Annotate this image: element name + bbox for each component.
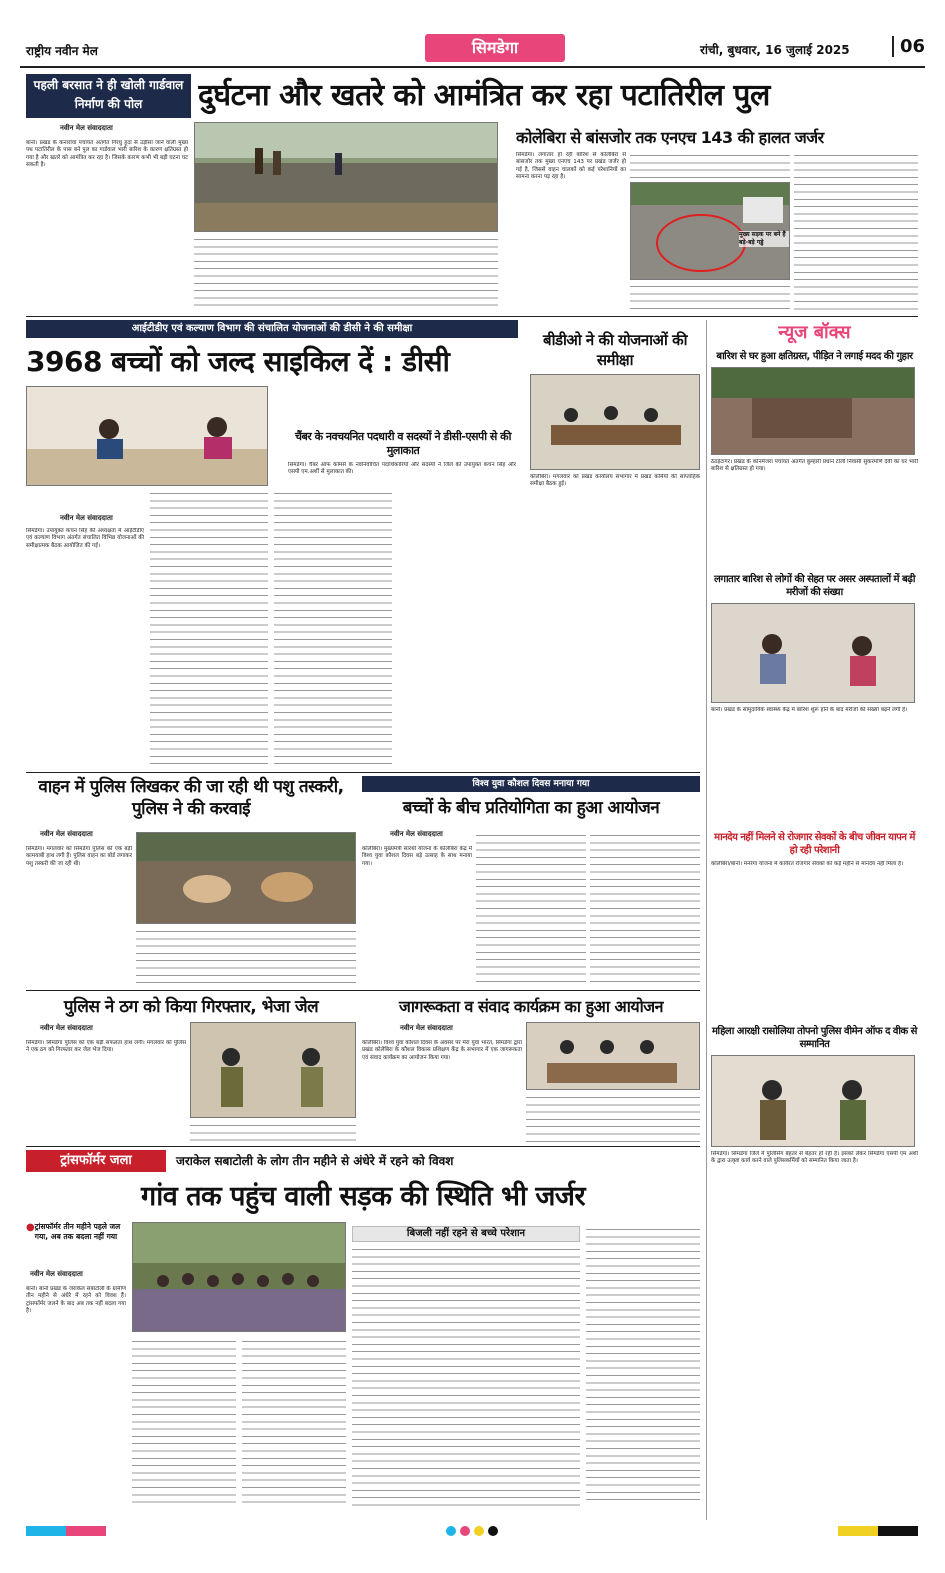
- story6-body-cols: [136, 928, 356, 988]
- news-item4-head: महिला आरक्षी रासोलिया तोपनो पुलिस वीमेन ऑफ द वीक से सम्मानित: [712, 1026, 917, 1050]
- story10-body: बानो। बानो प्रखंड के जराकेल सबाटोली के ग्रामीण तीन महीने से अंधेरे में रहने को विवश हैं। ट्रांसफॉर्मर जलने के बाद अब तक नहीं बदला गया है।: [26, 1286, 126, 1314]
- news-box-title: न्यूज बॉक्स: [778, 322, 851, 343]
- story10-box: बिजली नहीं रहने से बच्चे परेशान: [352, 1226, 580, 1242]
- story3-headline: 3968 बच्चों को जल्द साइकिल दें : डीसी: [26, 345, 450, 378]
- story3-byline: नवीन मेल संवाददाता: [60, 514, 113, 522]
- story10-body-col2: [132, 1338, 236, 1506]
- rule-3: [26, 772, 700, 773]
- story8-photo: [190, 1022, 356, 1118]
- story10-tag: ट्रांसफॉर्मर जला: [26, 1150, 166, 1172]
- story10-headline: गांव तक पहुंच वाली सड़क की स्थिति भी जर्जर: [141, 1181, 585, 1212]
- section-badge: सिमडेगा: [425, 34, 565, 62]
- story2-body-col4: [794, 152, 918, 310]
- news-item4-photo: [711, 1055, 915, 1147]
- bridge-photo-icon: [195, 123, 498, 232]
- story10-strap: जराकेल सबाटोली के लोग तीन महीने से अंधेरे में रहने को विवश: [176, 1154, 454, 1168]
- news-box: [706, 320, 918, 1520]
- story10-byline: नवीन मेल संवाददाता: [30, 1270, 83, 1278]
- story5-headline: बीडीओ ने की योजनाओं की समीक्षा: [543, 331, 687, 369]
- news-item3-body: कोलेबिरा/बानो। मनरेगा योजना में कार्यरत रोजगार सेवकों को कई महीने से मानदेय नहीं मिला है।: [711, 861, 904, 867]
- story10-kicker: ● ट्रांसफॉर्मर तीन महीने पहले जल गया, अब तक बदला नहीं गया: [26, 1222, 121, 1241]
- rule-4: [26, 990, 700, 991]
- story3-photo: [26, 386, 268, 486]
- story2-body-col3: [630, 283, 790, 311]
- news-item3-head: मानदेय नहीं मिलने से रोजगार सेवकों के बीच जीवन यापन में हो रही परेशानी: [714, 832, 915, 856]
- story1-kicker: पहली बरसात ने ही खोली गार्डवाल निर्माण की पोल: [26, 74, 191, 118]
- brand-logo: राष्ट्रीय नवीन मेल: [26, 44, 98, 58]
- cattle-photo-icon: [137, 833, 356, 924]
- story2-photo: [630, 182, 790, 280]
- footer-register-marks: [26, 1524, 918, 1538]
- damaged-house-icon: [712, 368, 915, 455]
- news-item2-head: लगातार बारिश से लोगों की सेहत पर असर अस्पतालों में बढ़ी मरीजों की संख्या: [714, 574, 915, 598]
- police-arrest-icon: [191, 1023, 356, 1118]
- story5-photo: [530, 374, 700, 470]
- dateline: रांची, बुधवार, 16 जुलाई 2025: [700, 43, 850, 57]
- story1-photo: [194, 122, 498, 232]
- story9-headline: जागरूकता व संवाद कार्यक्रम का हुआ आयोजन: [398, 997, 664, 1016]
- story6-byline: नवीन मेल संवाददाता: [40, 830, 93, 838]
- story8-body: सिमडेगा। सिमडेगा पुलिस को एक बड़ी सफलता हाथ लगी। मंगलवार को पुलिस ने एक ठग को गिरफ्तार कर जेल भेज दिया।: [26, 1040, 186, 1054]
- story6-headline: वाहन में पुलिस लिखकर की जा रही थी पशु तस्करी, पुलिस ने की करवाई: [38, 777, 344, 819]
- news-item2-photo: [711, 603, 915, 703]
- story3-kicker: आईटीडीए एवं कल्याण विभाग की संचालित योजनाओं की डीसी ने की समीक्षा: [26, 320, 518, 338]
- story3-body: सिमडेगा। उपायुक्त कंचन सिंह की अध्यक्षता में आईटीडीए एवं कल्याण विभाग अंतर्गत संचालित विभिन्न योजनाओं की समीक्षात्मक बैठक आयोजित की गई।: [26, 528, 144, 549]
- rule-5: [26, 1146, 700, 1147]
- villagers-photo-icon: [133, 1223, 346, 1332]
- story8-body-cols: [190, 1122, 356, 1142]
- story1-body-cols: [194, 236, 498, 312]
- bdo-meeting-photo-icon: [531, 375, 700, 470]
- story7-byline: नवीन मेल संवाददाता: [390, 830, 443, 838]
- police-award-icon: [712, 1056, 915, 1147]
- news-item2-body: बानो। प्रखंड के सामुदायिक स्वास्थ्य केंद्र में बारिश शुरू होने के बाद मरीजों की संख्या बढ़ने लगी है।: [711, 707, 908, 713]
- bolt-icon: ●: [26, 1222, 35, 1233]
- header-rule: [20, 66, 925, 68]
- story7-body-col2: [476, 832, 586, 988]
- story10-box-body: [352, 1246, 580, 1506]
- story9-body-cols: [526, 1094, 700, 1142]
- story5-body: कोलेबिरा। मंगलवार को प्रखंड कार्यालय सभागार में प्रखंड कर्मियों की साप्ताहिक समीक्षा बैठक हुई।: [530, 474, 700, 488]
- story6-photo: [136, 832, 356, 924]
- story7-body-col3: [590, 832, 700, 988]
- story2-headline: कोलेबिरा से बांसजोर तक एनएच 143 की हालत जर्जर: [516, 128, 824, 147]
- story7-body: कोलेबिरा। मुख्यमंत्री सारथी योजना के कोलेबिरा केंद्र में विश्व युवा कौशल दिवस बड़े उत्साह के साथ मनाया गया।: [362, 846, 472, 867]
- news-item1-body: ठेठईटांगर। प्रखंड के कोनमेंजरा पंचायत अंतर्गत कुम्हारी प्रधान टोली निवासी सुकरमणि देवी का घर भारी बारिश से क्षतिग्रस्त हो गया।: [711, 459, 918, 473]
- story10-photo: [132, 1222, 346, 1332]
- story7-kicker: विश्व युवा कौशल दिवस मनाया गया: [362, 776, 700, 792]
- story1-byline: नवीन मेल संवाददाता: [60, 124, 113, 132]
- story10-body-col3: [242, 1338, 346, 1506]
- story9-body: कोलेबिरा। विश्व युवा कौशल दिवस के अवसर पर मेरा युवा भारत, सिमडेगा द्वारा प्रखंड कोलेबिरा के कौशल विकास प्रशिक्षण केंद्र के सभागार में एक जागरूकता एवं संवाद कार्यक्रम का आयोजन किया गया।: [362, 1040, 522, 1061]
- story7-headline: बच्चों के बीच प्रतियोगिता का हुआ आयोजन: [402, 798, 660, 818]
- news-item1-photo: [711, 367, 915, 455]
- story9-byline: नवीन मेल संवाददाता: [400, 1024, 453, 1032]
- story8-byline: नवीन मेल संवाददाता: [40, 1024, 93, 1032]
- story10-body-col4: [586, 1226, 700, 1506]
- story4-body: सिमडेगा। चैंबर ऑफ कॉमर्स के नवनिर्वाचित पदाधिकारियों और सदस्यों ने जिले की उपायुक्त कंचन सिंह और एसपी एम.अर्शी से मुलाकात की।: [288, 462, 516, 476]
- story2-body-col2: [630, 152, 790, 180]
- story8-headline: पुलिस ने ठग को किया गिरफ्तार, भेजा जेल: [63, 997, 319, 1017]
- story1-body: बानो। प्रखंड के कनारोवां पंचायत अंतर्गत गिरधु हूदा से उड़ीसा जाने वाली मुख्य पथ पटातिरील के पास बने पुल का गार्डवाल भारी बारिश के कारण क्षतिग्रस्त हो गया है और खतरे को आमंत्रित कर रहा है। जिसके कारण कभी भी बड़ी घटना घट सकती है।: [26, 140, 188, 168]
- meeting-photo-icon: [27, 387, 268, 486]
- news-item1-head: बारिश से घर हुआ क्षतिग्रस्त, पीड़ित ने लगाई मदद की गुहार: [716, 351, 913, 362]
- road-photo-label: मुख्य सड़क पर बने हैं बड़े-बड़े गड्ढे: [739, 231, 789, 247]
- rule-2: [26, 316, 918, 317]
- story3-body-col2: [150, 490, 268, 768]
- news-item4-body: सिमडेगा। सिमडेगा जिले में पुलिसिंग बेहतर से बेहतर हो रही है। इसको लेकर सिमडेगा एसपी एम अर्शी के द्वारा उत्कृष्ट कार्य करने वाले पुलिसकर्मियों को सम्मानित किया जाता है।: [711, 1151, 918, 1165]
- program-photo-icon: [527, 1023, 700, 1090]
- page-header: [20, 34, 925, 64]
- story2-body: सिमडेगा। लगातार हो रही बारिश से कोलेबिरा से बांसजोर तक मुख्य एनएच 143 पर प्रखंड जर्जर हो गई है, जिससे वाहन चालकों को कई परेशानियों का सामना करना पड़ रहा है।: [516, 152, 626, 180]
- story9-photo: [526, 1022, 700, 1090]
- story6-body: सिमडेगा। मंगलवार को सिमडेगा पुलिस को एक बड़ी कामयाबी हाथ लगी है। पुलिस वाहन का बोर्ड लगाकर पशु तस्करी की जा रही थी।: [26, 846, 132, 867]
- hospital-photo-icon: [712, 604, 915, 703]
- page-number: 06: [892, 36, 925, 57]
- story1-headline: दुर्घटना और खतरे को आमंत्रित कर रहा पटातिरील पुल: [198, 78, 770, 113]
- story4-headline: चैंबर के नवचयनित पदधारी व सदस्यों ने डीसी-एसपी से की मुलाकात: [295, 430, 511, 457]
